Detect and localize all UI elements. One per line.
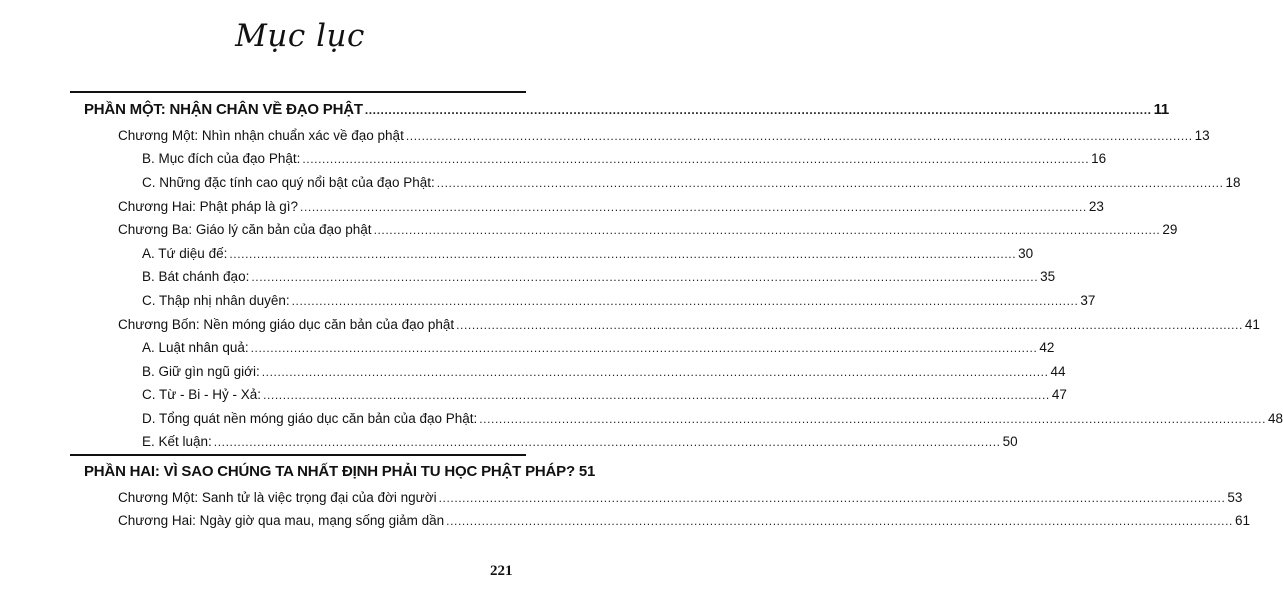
toc-entry-page: 51 xyxy=(578,463,596,480)
toc-chapter-entry xyxy=(118,219,1178,241)
dot-leader: ........................................................................................................................................................................................................ xyxy=(229,247,1017,261)
dot-leader: ........................................................................................................................................................................................................ xyxy=(263,388,1050,402)
toc-entry-page: 23 xyxy=(1088,199,1104,214)
toc-entry-label: Chương Một: Nhìn nhận chuẩn xác về đạo phật xyxy=(118,128,404,143)
dot-leader: ........................................................................................................................................................................................................ xyxy=(251,270,1039,284)
dot-leader: ........................................................................................................................................................................................................ xyxy=(446,514,1233,528)
toc-chapter-entry xyxy=(118,125,1210,147)
toc-entry-label: B. Mục đích của đạo Phật: xyxy=(142,151,301,166)
toc-section-entry xyxy=(142,148,1107,170)
dot-leader: ........................................................................................................................................................................................................ xyxy=(456,318,1243,332)
toc-part-entry xyxy=(84,461,596,483)
toc-entry-page: 48 xyxy=(1268,411,1283,426)
dot-leader: ........................................................................................................................................................................................................ xyxy=(436,176,1224,190)
toc-entry-page: 41 xyxy=(1244,317,1260,332)
toc-entry-label: A. Luật nhân quả: xyxy=(142,340,249,355)
title-rule xyxy=(70,91,526,93)
toc-entry-page: 50 xyxy=(1002,434,1018,449)
toc-entry-page: 37 xyxy=(1080,293,1096,308)
toc-entry-page: 11 xyxy=(1153,101,1170,118)
dot-leader: ........................................................................................................................................................................................................ xyxy=(438,491,1226,505)
toc-entry-page: 18 xyxy=(1225,175,1241,190)
page-number: 221 xyxy=(490,563,513,579)
toc-chapter-entry xyxy=(118,487,1243,509)
toc-chapter-entry xyxy=(118,510,1250,532)
toc-section-entry xyxy=(142,361,1066,383)
toc-entry-page: 13 xyxy=(1194,128,1210,143)
toc-entry-label: C. Thập nhị nhân duyên: xyxy=(142,293,290,308)
toc-entry-page: 30 xyxy=(1018,246,1034,261)
toc-entry-label: C. Từ - Bi - Hỷ - Xả: xyxy=(142,387,262,402)
toc-entry-label: Chương Hai: Ngày giờ qua mau, mạng sống giảm dần xyxy=(118,513,445,528)
toc-chapter-entry xyxy=(118,314,1260,336)
dot-leader: ........................................................................................................................................................................................................ xyxy=(261,365,1049,379)
toc-entry-label: Chương Bốn: Nền móng giáo dục căn bản của đạo phật xyxy=(118,317,455,332)
toc-entry-page: 53 xyxy=(1227,490,1243,505)
toc-entry-label: Chương Một: Sanh tử là việc trọng đại của đời người xyxy=(118,490,437,505)
toc-section-entry xyxy=(142,266,1056,288)
toc-section-entry xyxy=(142,243,1034,265)
toc-entry-label: D. Tổng quát nền móng giáo dục căn bản của đạo Phật: xyxy=(142,411,478,426)
toc-entry-label: B. Giữ gìn ngũ giới: xyxy=(142,364,260,379)
dot-leader: ........................................................................................................................................................................................................ xyxy=(213,435,1001,449)
dot-leader: ........................................................................................................................................................................................................ xyxy=(364,103,1152,117)
toc-entry-label: B. Bát chánh đạo: xyxy=(142,269,250,284)
section-rule xyxy=(70,454,526,456)
toc-entry-label: A. Tứ diệu đế: xyxy=(142,246,228,261)
toc-entry-page: 61 xyxy=(1234,513,1250,528)
toc-entry-page: 16 xyxy=(1091,151,1107,166)
toc-part-entry xyxy=(84,99,1170,121)
toc-section-entry xyxy=(142,408,1283,430)
toc-section-entry xyxy=(142,431,1018,453)
toc-chapter-entry xyxy=(118,196,1104,218)
toc-entry-label: Chương Hai: Phật pháp là gì? xyxy=(118,199,299,214)
toc-section-entry xyxy=(142,337,1055,359)
toc-entry-label: PHẦN HAI: VÌ SAO CHÚNG TA NHẤT ĐỊNH PHẢI TU HỌC PHẬT PHÁP? xyxy=(84,463,575,480)
dot-leader: ........................................................................................................................................................................................................ xyxy=(405,129,1193,143)
dot-leader: ........................................................................................................................................................................................................ xyxy=(479,412,1267,426)
toc-entry-page: 29 xyxy=(1162,222,1178,237)
toc-entry-label: E. Kết luận: xyxy=(142,434,212,449)
toc-section-entry xyxy=(142,172,1241,194)
dot-leader: ........................................................................................................................................................................................................ xyxy=(302,152,1090,166)
toc-entry-page: 35 xyxy=(1040,269,1056,284)
toc-section-entry xyxy=(142,384,1067,406)
toc-entry-page: 42 xyxy=(1039,340,1055,355)
toc-entry-label: Chương Ba: Giáo lý căn bản của đạo phật xyxy=(118,222,372,237)
toc-entry-label: PHẦN MỘT: NHẬN CHÂN VỀ ĐẠO PHẬT xyxy=(84,101,363,118)
toc-entry-page: 44 xyxy=(1050,364,1066,379)
toc-section-entry xyxy=(142,290,1096,312)
dot-leader: ........................................................................................................................................................................................................ xyxy=(300,200,1087,214)
toc-entry-page: 47 xyxy=(1051,387,1067,402)
page-title: Mục lục xyxy=(235,18,365,54)
dot-leader: ........................................................................................................................................................................................................ xyxy=(291,294,1079,308)
dot-leader: ........................................................................................................................................................................................................ xyxy=(250,341,1038,355)
dot-leader: ........................................................................................................................................................................................................ xyxy=(373,223,1161,237)
toc-entry-label: C. Những đặc tính cao quý nổi bật của đạo Phật: xyxy=(142,175,435,190)
